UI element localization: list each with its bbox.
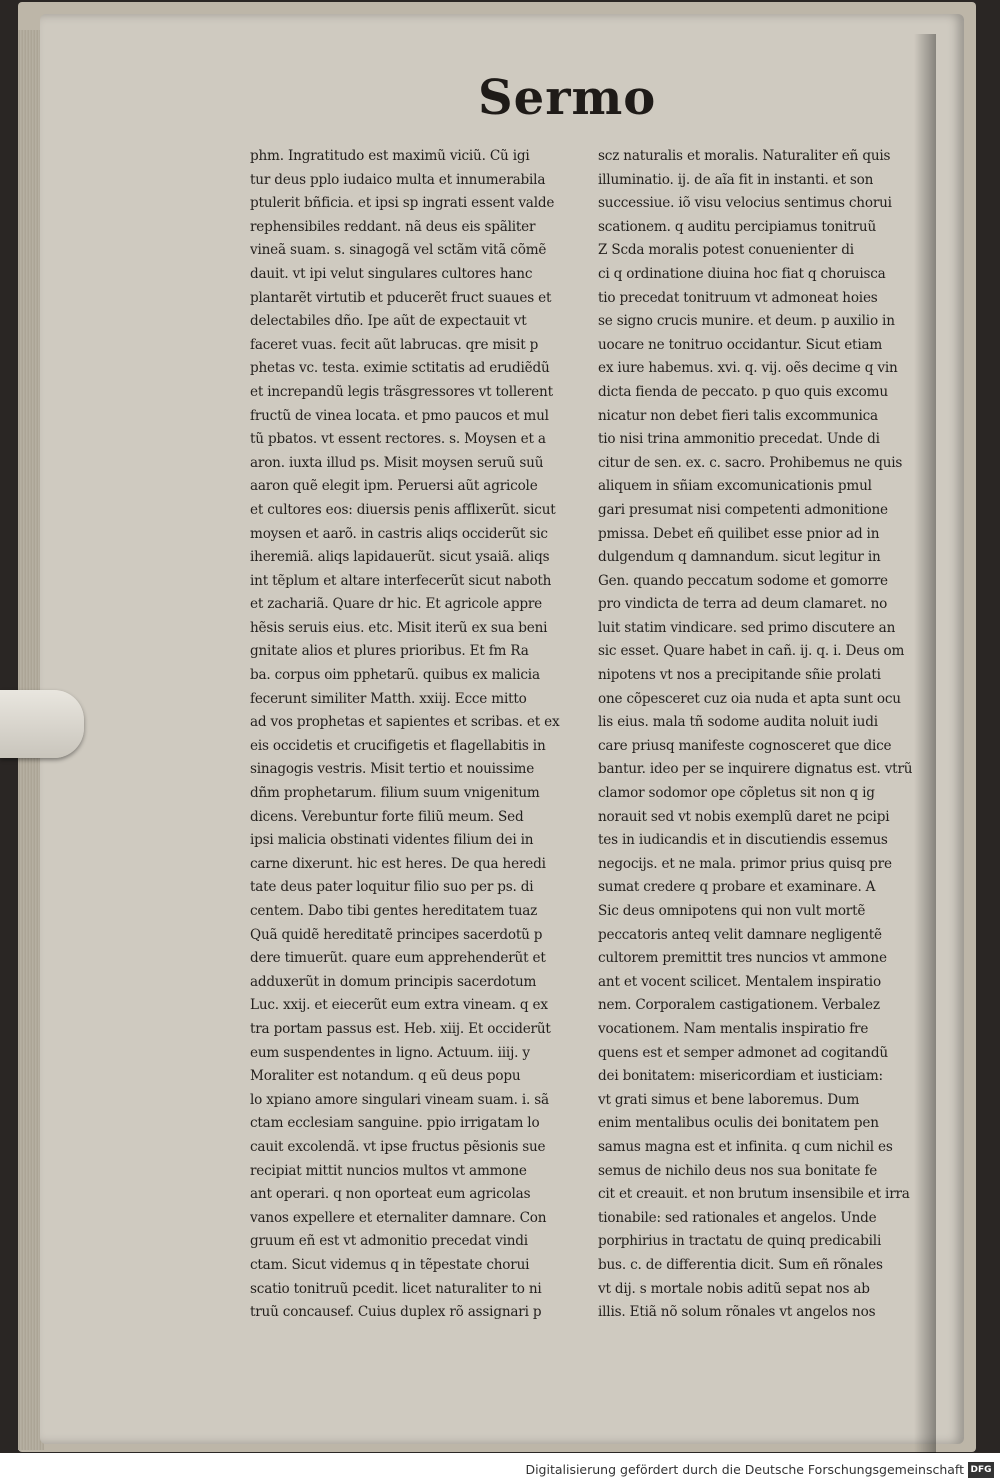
- footer-bar: [0, 1453, 1000, 1483]
- text-line: care priusq manifeste cognosceret que dice: [598, 737, 892, 754]
- text-line: dicens. Verebuntur forte filiũ meum. Sed: [250, 808, 524, 825]
- text-line: moysen et aarõ. in castris aliqs occiderũt sic: [250, 525, 548, 542]
- text-line: Moraliter est notandum. q eũ deus popu: [250, 1068, 521, 1085]
- text-line: Luc. xxij. et eiecerũt eum extra vineam. q ex: [250, 997, 548, 1014]
- text-line: peccatoris anteq velit damnare negligentẽ: [598, 926, 882, 943]
- text-line: scatio tonitruũ pcedit. licet naturaliter to ni: [250, 1280, 542, 1297]
- text-line: et zachariã. Quare dr hic. Et agricole appre: [250, 596, 543, 613]
- text-line: rephensibiles reddant. nã deus eis spãliter: [250, 218, 536, 235]
- page-clip: [0, 690, 84, 758]
- text-line: scz naturalis et moralis. Naturaliter eñ quis: [598, 148, 891, 164]
- text-line: dei bonitatem: misericordiam et iusticiam:: [598, 1068, 883, 1085]
- text-line: ptulerit bñficia. et ipsi sp ingrati essent valde: [250, 195, 555, 212]
- text-line: nipotens vt nos a precipitande sñie prolati: [598, 667, 881, 684]
- text-line: Sic deus omnipotens qui non vult mortẽ: [598, 903, 866, 919]
- left-text-column: [250, 145, 590, 1325]
- text-line: aron. iuxta illud ps. Misit moysen seruũ suũ: [250, 454, 544, 471]
- text-line: int tẽplum et altare interfecerũt sicut naboth: [250, 572, 552, 589]
- text-line: ci q ordinatione diuina hoc fiat q choruisca: [598, 265, 886, 282]
- text-line: ad vos prophetas et sapientes et scribas. et ex: [250, 714, 560, 731]
- text-line: ctam ecclesiam sanguine. ppio irrigatam lo: [250, 1115, 540, 1132]
- text-line: semus de nichilo deus nos sua bonitate fe: [598, 1162, 878, 1179]
- text-line: successiue. iõ visu velocius sentimus chorui: [598, 195, 892, 212]
- text-line: tio precedat tonitruum vt admoneat hoies: [598, 289, 878, 306]
- text-line: recipiat mittit nuncios multos vt ammone: [250, 1162, 527, 1179]
- text-line: lo xpiano amore singulari vineam suam. i. sã: [250, 1091, 549, 1108]
- text-line: bantur. ideo per se inquirere dignatus est. vtrũ: [598, 761, 913, 778]
- text-line: delectabiles dño. Ipe aũt de expectauit vt: [250, 313, 527, 330]
- dfg-logo: DFG: [968, 1462, 994, 1478]
- text-line: dulgendum q damnandum. sicut legitur in: [598, 549, 881, 566]
- text-line: illuminatio. ij. de aĩa fit in instanti. et son: [598, 171, 874, 188]
- text-line: lis eius. mala tñ sodome audita noluit iudi: [598, 714, 878, 731]
- text-line: ipsi malicia obstinati videntes filium dei in: [250, 832, 534, 849]
- text-line: fructũ de vinea locata. et pmo paucos et mul: [250, 407, 549, 424]
- text-line: pro vindicta de terra ad deum clamaret. no: [598, 596, 888, 613]
- text-line: bus. c. de differentia dicit. Sum eñ rõnales: [598, 1256, 883, 1273]
- text-line: gnitate alios et plures prioribus. Et fm Ra: [250, 643, 529, 660]
- text-line: ctam. Sicut videmus q in tẽpestate chorui: [250, 1256, 530, 1273]
- text-line: enim mentalibus oculis dei bonitatem pen: [598, 1115, 879, 1132]
- text-line: vocationem. Nam mentalis inspiratio fre: [598, 1020, 869, 1037]
- text-line: dere timuerũt. quare eum apprehenderũt et: [250, 950, 546, 967]
- text-line: nicatur non debet fieri talis excommunica: [598, 407, 878, 424]
- text-line: tur deus pplo iudaico multa et innumerabila: [250, 171, 546, 188]
- text-line: tes in iudicandis et in discutiendis essemus: [598, 832, 888, 849]
- text-line: tra portam passus est. Heb. xiij. Et occiderũt: [250, 1020, 551, 1037]
- text-line: clamor sodomor ope cõpletus sit non q ig: [598, 785, 875, 802]
- running-header: Sermo: [478, 70, 657, 126]
- text-line: eis occidetis et crucifigetis et flagellabitis in: [250, 737, 546, 754]
- text-line: samus magna est et infinita. q cum nichil es: [598, 1138, 893, 1155]
- text-line: ant et vocent scilicet. Mentalem inspiratio: [598, 973, 881, 990]
- text-line: aliquem in sñiam excomunicationis pmul: [598, 478, 872, 495]
- text-line: illis. Etiã nõ solum rõnales vt angelos nos: [598, 1304, 876, 1321]
- right-text-column: [598, 145, 938, 1325]
- text-line: gruum eñ est vt admonitio precedat vindi: [250, 1233, 528, 1250]
- text-line: cit et creauit. et non brutum insensibile et irra: [598, 1186, 910, 1203]
- text-line: vt dij. s mortale nobis aditũ sepat nos ab: [598, 1280, 870, 1297]
- text-line: Gen. quando peccatum sodome et gomorre: [598, 572, 888, 589]
- text-line: tate deus pater loquitur filio suo per ps. di: [250, 879, 534, 896]
- text-line: hẽsis seruis eius. etc. Misit iterũ ex sua beni: [250, 619, 548, 636]
- text-line: luit statim vindicare. sed primo discutere an: [598, 619, 896, 636]
- text-line: dicta fienda de peccato. p quo quis excomu: [598, 383, 888, 400]
- text-line: faceret vuas. fecit aũt labrucas. qre misit p: [250, 336, 539, 353]
- text-line: Quã quidẽ hereditatẽ principes sacerdotũ p: [250, 926, 543, 943]
- text-line: Z Scda moralis potest conuenienter di: [598, 242, 854, 259]
- text-line: tionabile: sed rationales et angelos. Unde: [598, 1209, 877, 1226]
- text-line: sumat credere q probare et examinare. A: [598, 879, 876, 896]
- text-line: centem. Dabo tibi gentes hereditatem tuaz: [250, 903, 538, 919]
- text-line: tio nisi trina ammonitio precedat. Unde di: [598, 431, 880, 448]
- text-line: cauit excolendã. vt ipse fructus pẽsionis sue: [250, 1138, 546, 1155]
- text-line: porphirius in tractatu de quinq predicabili: [598, 1233, 882, 1250]
- text-line: et cultores eos: diuersis penis afflixerũt. sicut: [250, 501, 556, 518]
- text-line: ant operari. q non oporteat eum agricolas: [250, 1186, 531, 1203]
- text-line: vanos expellere et eternaliter damnare. Con: [250, 1209, 547, 1226]
- text-line: truũ concausef. Cuius duplex rõ assignari p: [250, 1304, 542, 1321]
- text-line: vt grati simus et bene laboremus. Dum: [598, 1091, 860, 1108]
- text-line: negocijs. et ne mala. primor prius quisq pre: [598, 855, 892, 872]
- text-line: phetas vc. testa. eximie sctitatis ad erudiẽdũ: [250, 360, 550, 377]
- text-line: cultorem premittit tres nuncios vt ammone: [598, 950, 887, 967]
- text-line: fecerunt similiter Matth. xxiij. Ecce mitto: [250, 690, 527, 707]
- text-line: iheremiã. aliqs lapidauerũt. sicut ysaiã. aliqs: [250, 549, 550, 566]
- text-line: adduxerũt in domum principis sacerdotum: [250, 973, 537, 990]
- text-line: pmissa. Debet eñ quilibet esse pnior ad in: [598, 525, 880, 542]
- text-line: dñm prophetarum. filium suum vnigenitum: [250, 785, 540, 802]
- text-line: ba. corpus oim ppһetarũ. quibus ex malicia: [250, 667, 540, 684]
- text-line: quens est et semper admonet ad cogitandũ: [598, 1044, 888, 1061]
- text-line: tũ pbatos. vt essent rectores. s. Moysen et a: [250, 431, 546, 448]
- text-line: aaron quẽ elegit ipm. Peruersi aũt agricole: [250, 478, 538, 495]
- text-line: plantarẽt virtutib et pducerẽt fruct suaues et: [250, 289, 552, 306]
- text-line: eum suspendentes in ligno. Actuum. iiij. y: [250, 1044, 530, 1061]
- footer-credit: Digitalisierung gefördert durch die Deutsche Forschungsgemeinschaft: [525, 1462, 964, 1477]
- text-line: sinagogis vestris. Misit tertio et nouissime: [250, 761, 535, 778]
- text-line: nem. Corporalem castigationem. Verbalez: [598, 997, 880, 1014]
- text-line: scationem. q auditu percipiamus tonitruũ: [598, 218, 877, 235]
- text-line: vineã suam. s. sinagogã vel sctãm vitã cõmẽ: [250, 242, 547, 259]
- text-line: sic esset. Quare habet in cañ. ij. q. i. Deus om: [598, 643, 905, 660]
- text-line: phm. Ingratitudo est maximũ viciũ. Cũ igi: [250, 148, 530, 164]
- text-line: norauit sed vt nobis exemplũ daret ne pcipi: [598, 808, 890, 825]
- text-line: citur de sen. ex. c. sacro. Prohibemus ne quis: [598, 454, 903, 471]
- text-line: et increpandũ legis trãsgressores vt tollerent: [250, 383, 553, 400]
- text-line: gari presumat nisi competenti admonitione: [598, 501, 888, 518]
- text-line: one cõpesceret cuz oia nuda et apta sunt ocu: [598, 690, 901, 707]
- text-line: se signo crucis munire. et deum. p auxilio in: [598, 313, 895, 330]
- text-line: carne dixerunt. hic est heres. De qua heredi: [250, 855, 546, 872]
- text-line: dauit. vt ipi velut singulares cultores hanc: [250, 265, 533, 282]
- text-line: ex iure habemus. xvi. q. vij. oẽs decime q vin: [598, 360, 898, 377]
- text-line: uocare ne tonitruo occidantur. Sicut etiam: [598, 336, 883, 353]
